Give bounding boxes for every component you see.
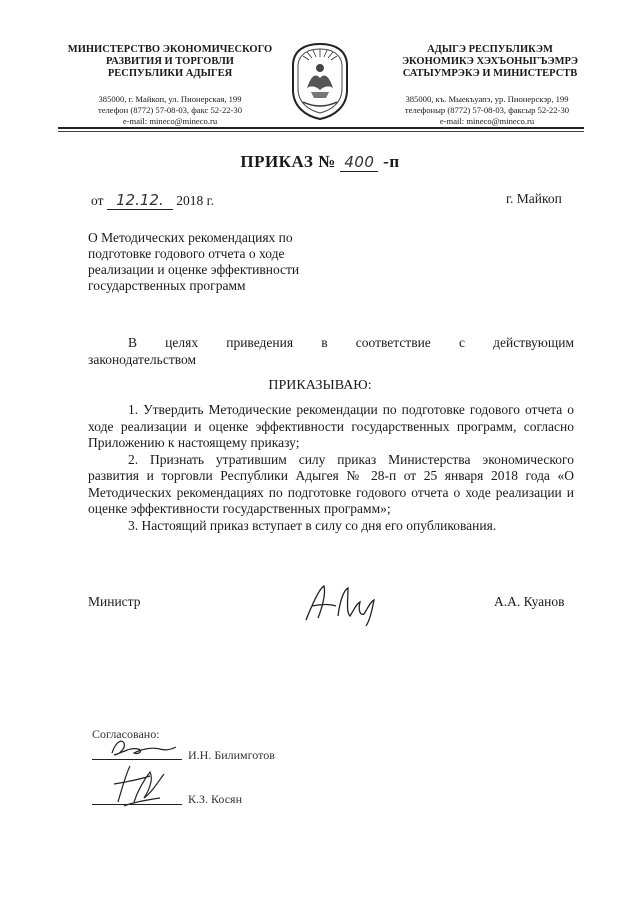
date-suffix: 2018 г. xyxy=(176,193,214,208)
header-divider-thick xyxy=(58,127,584,129)
left-org-line: МИНИСТЕРСТВО ЭКОНОМИЧЕСКОГО xyxy=(67,44,273,55)
order-title xyxy=(0,152,640,172)
approvals-label: Согласовано: xyxy=(92,727,160,741)
subject-line: О Методических рекомендациях по xyxy=(88,230,293,245)
left-org-line: РЕСПУБЛИКИ АДЫГЕЯ xyxy=(107,68,233,79)
order-item: 2. Признать утратившим силу приказ Министерства экономического развития и торговли Республики Адыгея № 28-п от 25 января 2018 года «О Методических рекомендациях по подготовке годового отчета о ходе реализации и оценке эффективности государственных программ»; xyxy=(88,451,574,516)
right-org-line: ЭКОНОМИКЭ ХЭХЪОНЫГЪЭМРЭ xyxy=(401,56,579,67)
order-items xyxy=(88,402,574,534)
left-org-line: РАЗВИТИЯ И ТОРГОВЛИ xyxy=(106,56,234,67)
order-date xyxy=(91,191,214,210)
right-address-line: e-mail: mineco@mineco.ru xyxy=(439,116,535,126)
right-org-name xyxy=(380,44,600,80)
left-address-line: 385000, г. Майкоп, ул. Пионерская, 199 xyxy=(98,94,242,104)
left-org-address xyxy=(55,94,285,127)
left-address-line: телефон (8772) 57-08-03, факс 52-22-30 xyxy=(97,105,243,115)
date-handwritten: 12.12. xyxy=(107,191,173,210)
right-org-address xyxy=(372,94,602,127)
order-word: ПРИКАЗЫВАЮ: xyxy=(268,378,372,393)
minister-position: Министр xyxy=(88,594,141,609)
right-address-line: 385000, къ. Мыекъуапэ, ур. Пионерскэр, 199 xyxy=(405,94,569,104)
approver-name: К.З. Косян xyxy=(188,792,242,806)
order-title-prefix: ПРИКАЗ № xyxy=(240,152,336,171)
right-org-line: АДЫГЭ РЕСПУБЛИКЭМ xyxy=(427,44,553,55)
order-title-suffix: -п xyxy=(383,152,400,171)
order-item: 1. Утвердить Методические рекомендации по подготовке годового отчета о ходе реализации и оценке эффективности государственных программ, согласно Приложению к настоящему приказу; xyxy=(88,402,574,450)
order-item: 3. Настоящий приказ вступает в силу со дня его опубликования. xyxy=(128,517,497,533)
subject-line: государственных программ xyxy=(88,278,246,293)
approval-signature-1 xyxy=(108,735,178,761)
coat-of-arms-emblem xyxy=(289,40,351,122)
approver-name: И.Н. Билимготов xyxy=(188,748,275,762)
order-subject xyxy=(88,230,348,294)
minister-signature xyxy=(300,580,390,628)
right-address-line: телефоныр (8772) 57-08-03, факсыр 52-22-30 xyxy=(404,105,570,115)
subject-line: подготовке годового отчета о ходе xyxy=(88,246,285,261)
preamble-line-2: законодательством xyxy=(88,352,197,367)
left-address-line: e-mail: mineco@mineco.ru xyxy=(122,116,218,126)
minister-name: А.А. Куанов xyxy=(494,594,565,609)
subject-line: реализации и оценке эффективности xyxy=(88,262,300,277)
order-number-handwritten: 400 xyxy=(340,153,378,172)
left-org-name xyxy=(60,44,280,80)
approval-signature-2 xyxy=(104,762,174,808)
date-prefix: от xyxy=(91,193,104,208)
order-city: г. Майкоп xyxy=(506,191,562,206)
right-org-line: САТЫУМРЭКЭ И МИНИСТЕРСТВ xyxy=(402,68,578,79)
header-divider-thin xyxy=(58,131,584,132)
preamble-line-1: В целях приведения в соответствие с действующим xyxy=(128,335,574,350)
